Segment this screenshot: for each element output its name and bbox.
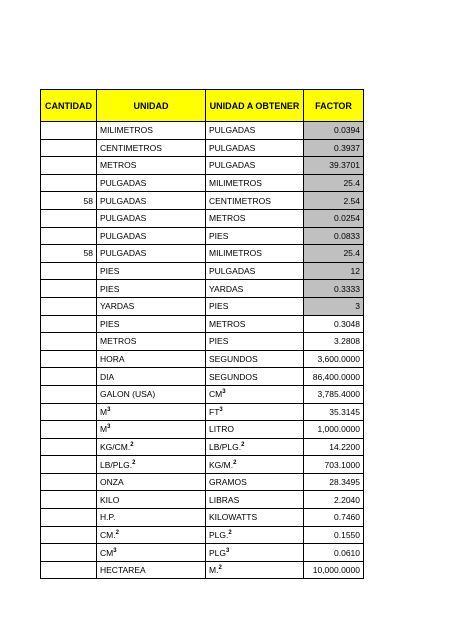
cell-factor[interactable] <box>304 209 364 227</box>
cell-unidad-a-obtener[interactable] <box>206 192 304 210</box>
cell-factor-text: 0.0254 <box>334 213 360 224</box>
cell-factor[interactable] <box>304 122 364 140</box>
conversion-table <box>40 89 364 579</box>
table-row <box>41 245 364 263</box>
cell-factor[interactable] <box>304 174 364 192</box>
cell-unidad-exponent: 2 <box>130 442 134 449</box>
cell-unidad-a-obtener[interactable] <box>206 491 304 509</box>
cell-cantidad[interactable] <box>41 473 97 491</box>
cell-factor-text: 1,000.0000 <box>317 424 360 435</box>
cell-cantidad[interactable] <box>41 227 97 245</box>
cell-factor-text: 10,000.0000 <box>312 565 360 576</box>
cell-unidad-a-obtener[interactable] <box>206 438 304 456</box>
table-row <box>41 227 364 245</box>
cell-factor-text: 35.3145 <box>329 406 360 417</box>
cell-unidad-text: PULGADAS <box>100 230 147 241</box>
cell-unidad-a-obtener-text: PIES <box>209 336 229 347</box>
cell-unidad-text: CENTIMETROS <box>100 142 162 153</box>
cell-cantidad[interactable] <box>41 245 97 263</box>
cell-unidad-a-obtener[interactable] <box>206 245 304 263</box>
cell-cantidad-text: 58 <box>83 195 93 206</box>
cell-unidad-text: H.P. <box>100 512 116 523</box>
cell-unidad-a-obtener-text: KILOWATTS <box>209 512 258 523</box>
table-row <box>41 544 364 562</box>
cell-unidad-text: GALON (USA) <box>100 389 156 400</box>
cell-unidad-a-obtener-text: LITRO <box>209 424 235 435</box>
cell-unidad-a-obtener-exponent: 2 <box>228 530 232 537</box>
cell-unidad[interactable] <box>97 209 206 227</box>
cell-unidad[interactable] <box>97 403 206 421</box>
cell-factor[interactable] <box>304 526 364 544</box>
cell-unidad-text: CM. <box>100 529 116 540</box>
cell-unidad[interactable] <box>97 262 206 280</box>
header-row <box>41 90 364 122</box>
table-row <box>41 174 364 192</box>
cell-cantidad[interactable] <box>41 368 97 386</box>
cell-factor-text: 3,785.4000 <box>317 389 360 400</box>
cell-factor-text: 14.2200 <box>329 441 360 452</box>
cell-factor[interactable] <box>304 280 364 298</box>
cell-factor-text: 28.3495 <box>329 477 360 488</box>
cell-factor-text: 703.1000 <box>324 459 360 470</box>
cell-unidad-text: CM <box>100 547 114 558</box>
cell-cantidad[interactable] <box>41 315 97 333</box>
cell-unidad-a-obtener[interactable] <box>206 509 304 527</box>
cell-factor[interactable] <box>304 438 364 456</box>
cell-factor[interactable] <box>304 297 364 315</box>
cell-unidad-a-obtener[interactable] <box>206 456 304 474</box>
cell-unidad-a-obtener[interactable] <box>206 473 304 491</box>
cell-unidad-text: ONZA <box>100 477 124 488</box>
cell-unidad-a-obtener-text: KG/M. <box>209 459 234 470</box>
table-row <box>41 438 364 456</box>
cell-factor[interactable] <box>304 509 364 527</box>
cell-unidad-text: METROS <box>100 336 137 347</box>
cell-cantidad[interactable] <box>41 262 97 280</box>
cell-unidad[interactable] <box>97 174 206 192</box>
cell-unidad-a-obtener[interactable] <box>206 315 304 333</box>
cell-cantidad[interactable] <box>41 350 97 368</box>
cell-unidad-a-obtener-exponent: 3 <box>219 406 223 413</box>
cell-unidad-a-obtener[interactable] <box>206 544 304 562</box>
cell-factor-text: 25.4 <box>343 178 360 189</box>
cell-factor-text: 0.0394 <box>334 125 360 136</box>
table-row <box>41 403 364 421</box>
cell-unidad[interactable] <box>97 139 206 157</box>
cell-cantidad[interactable] <box>41 509 97 527</box>
cell-unidad-text: KILO <box>100 494 120 505</box>
cell-unidad[interactable] <box>97 157 206 175</box>
cell-unidad[interactable] <box>97 526 206 544</box>
cell-unidad-a-obtener-exponent: 3 <box>226 547 230 554</box>
cell-factor-text: 0.3048 <box>334 318 360 329</box>
cell-unidad-a-obtener-text: MILIMETROS <box>209 248 262 259</box>
cell-unidad-text: PIES <box>100 283 120 294</box>
cell-unidad[interactable] <box>97 280 206 298</box>
cell-unidad-text: PULGADAS <box>100 213 147 224</box>
cell-cantidad[interactable] <box>41 209 97 227</box>
cell-unidad-a-obtener-exponent: 2 <box>241 442 245 449</box>
cell-unidad-a-obtener-text: PIES <box>209 301 229 312</box>
cell-cantidad[interactable] <box>41 174 97 192</box>
cell-unidad[interactable] <box>97 438 206 456</box>
cell-cantidad[interactable] <box>41 280 97 298</box>
cell-unidad-a-obtener[interactable] <box>206 157 304 175</box>
table-row <box>41 368 364 386</box>
cell-factor-text: 39.3701 <box>329 160 360 171</box>
cell-factor[interactable] <box>304 544 364 562</box>
cell-factor[interactable] <box>304 227 364 245</box>
table-row <box>41 209 364 227</box>
cell-factor-text: 86,400.0000 <box>312 371 360 382</box>
table-row <box>41 157 364 175</box>
table-row <box>41 350 364 368</box>
cell-factor[interactable] <box>304 139 364 157</box>
cell-unidad-exponent: 3 <box>107 424 111 431</box>
table-row <box>41 526 364 544</box>
cell-factor-text: 3 <box>355 301 360 312</box>
cell-factor-text: 2.54 <box>343 195 360 206</box>
cell-unidad-a-obtener[interactable] <box>206 209 304 227</box>
cell-unidad-exponent: 2 <box>115 530 119 537</box>
cell-unidad[interactable] <box>97 333 206 351</box>
header-unidad[interactable]: UNIDAD <box>97 90 206 122</box>
cell-factor[interactable] <box>304 421 364 439</box>
cell-unidad[interactable] <box>97 544 206 562</box>
cell-unidad[interactable] <box>97 315 206 333</box>
cell-cantidad[interactable] <box>41 297 97 315</box>
cell-unidad-a-obtener-text: PLG. <box>209 529 229 540</box>
cell-unidad-a-obtener[interactable] <box>206 122 304 140</box>
cell-factor-text: 0.7460 <box>334 512 360 523</box>
cell-factor[interactable] <box>304 333 364 351</box>
cell-unidad[interactable] <box>97 368 206 386</box>
cell-unidad-a-obtener-text: LB/PLG. <box>209 441 242 452</box>
cell-factor-text: 0.3333 <box>334 283 360 294</box>
cell-unidad-text: HECTAREA <box>100 565 146 576</box>
cell-factor[interactable] <box>304 561 364 579</box>
cell-unidad-exponent: 3 <box>107 406 111 413</box>
cell-factor[interactable] <box>304 473 364 491</box>
table-row <box>41 297 364 315</box>
cell-factor[interactable] <box>304 491 364 509</box>
cell-factor-text: 0.1550 <box>334 529 360 540</box>
header-factor[interactable]: FACTOR <box>304 90 364 122</box>
cell-unidad-text: PIES <box>100 266 120 277</box>
cell-unidad-a-obtener[interactable] <box>206 227 304 245</box>
table-row <box>41 192 364 210</box>
cell-factor[interactable] <box>304 368 364 386</box>
cell-unidad-a-obtener[interactable] <box>206 368 304 386</box>
cell-unidad-a-obtener-text: GRAMOS <box>209 477 247 488</box>
cell-cantidad[interactable] <box>41 157 97 175</box>
cell-unidad[interactable] <box>97 227 206 245</box>
cell-cantidad[interactable] <box>41 526 97 544</box>
cell-unidad-text: PULGADAS <box>100 195 147 206</box>
cell-unidad-a-obtener-text: MILIMETROS <box>209 178 262 189</box>
table-row <box>41 456 364 474</box>
table-row <box>41 122 364 140</box>
table-body <box>41 122 364 579</box>
cell-unidad-text: M <box>100 406 108 417</box>
cell-cantidad[interactable] <box>41 491 97 509</box>
cell-unidad-exponent: 3 <box>113 547 117 554</box>
cell-unidad-a-obtener[interactable] <box>206 403 304 421</box>
cell-unidad-a-obtener[interactable] <box>206 526 304 544</box>
cell-cantidad[interactable] <box>41 139 97 157</box>
cell-unidad-text: DIA <box>100 371 115 382</box>
cell-cantidad[interactable] <box>41 544 97 562</box>
cell-factor-text: 0.0610 <box>334 547 360 558</box>
cell-unidad-a-obtener-text: PULGADAS <box>209 266 256 277</box>
cell-unidad[interactable] <box>97 509 206 527</box>
table-row <box>41 491 364 509</box>
cell-unidad-a-obtener-text: YARDAS <box>209 283 244 294</box>
cell-unidad[interactable] <box>97 473 206 491</box>
cell-cantidad[interactable] <box>41 438 97 456</box>
cell-unidad-a-obtener-text: CM <box>209 389 223 400</box>
cell-unidad-text: MILIMETROS <box>100 125 153 136</box>
cell-cantidad[interactable] <box>41 456 97 474</box>
cell-unidad[interactable] <box>97 192 206 210</box>
cell-unidad[interactable] <box>97 385 206 403</box>
cell-unidad-a-obtener[interactable] <box>206 421 304 439</box>
cell-unidad-a-obtener-exponent: 2 <box>233 459 237 466</box>
cell-unidad-a-obtener[interactable] <box>206 350 304 368</box>
cell-unidad[interactable] <box>97 245 206 263</box>
cell-unidad-text: METROS <box>100 160 137 171</box>
cell-unidad[interactable] <box>97 491 206 509</box>
cell-unidad[interactable] <box>97 561 206 579</box>
table-row <box>41 139 364 157</box>
cell-unidad[interactable] <box>97 122 206 140</box>
cell-unidad-a-obtener-exponent: 3 <box>222 389 226 396</box>
cell-unidad-text: PULGADAS <box>100 178 147 189</box>
cell-cantidad[interactable] <box>41 403 97 421</box>
cell-cantidad[interactable] <box>41 385 97 403</box>
cell-unidad-a-obtener-text: METROS <box>209 318 246 329</box>
table-row <box>41 385 364 403</box>
cell-unidad-a-obtener-text: FT <box>209 406 220 417</box>
cell-cantidad[interactable] <box>41 122 97 140</box>
table-row <box>41 315 364 333</box>
cell-unidad-a-obtener[interactable] <box>206 561 304 579</box>
cell-unidad-a-obtener-text: PLG <box>209 547 227 558</box>
table-row <box>41 262 364 280</box>
cell-unidad-text: HORA <box>100 354 125 365</box>
cell-unidad-a-obtener-exponent: 2 <box>218 565 222 572</box>
cell-factor[interactable] <box>304 262 364 280</box>
cell-unidad-text: KG/CM. <box>100 441 131 452</box>
table-row <box>41 280 364 298</box>
cell-unidad-a-obtener[interactable] <box>206 297 304 315</box>
cell-unidad-a-obtener[interactable] <box>206 174 304 192</box>
header-unidad-a-obtener[interactable]: UNIDAD A OBTENER <box>206 90 304 122</box>
cell-factor[interactable] <box>304 456 364 474</box>
cell-unidad-a-obtener-text: CENTIMETROS <box>209 195 271 206</box>
cell-unidad-a-obtener[interactable] <box>206 280 304 298</box>
cell-unidad-a-obtener-text: METROS <box>209 213 246 224</box>
cell-unidad[interactable] <box>97 297 206 315</box>
table-row <box>41 421 364 439</box>
cell-unidad-a-obtener-text: PIES <box>209 230 229 241</box>
cell-cantidad-text: 58 <box>83 248 93 259</box>
cell-cantidad[interactable] <box>41 333 97 351</box>
cell-cantidad[interactable] <box>41 192 97 210</box>
cell-factor-text: 3.2808 <box>334 336 360 347</box>
cell-factor[interactable] <box>304 385 364 403</box>
cell-unidad[interactable] <box>97 456 206 474</box>
cell-unidad-a-obtener-text: SEGUNDOS <box>209 371 258 382</box>
cell-factor-text: 0.3937 <box>334 142 360 153</box>
table-row <box>41 509 364 527</box>
cell-unidad-exponent: 2 <box>132 459 136 466</box>
cell-cantidad[interactable] <box>41 561 97 579</box>
cell-unidad-text: PULGADAS <box>100 248 147 259</box>
cell-factor[interactable] <box>304 350 364 368</box>
cell-factor[interactable] <box>304 315 364 333</box>
cell-factor-text: 12 <box>350 266 360 277</box>
cell-cantidad[interactable] <box>41 421 97 439</box>
cell-unidad-a-obtener[interactable] <box>206 333 304 351</box>
cell-unidad[interactable] <box>97 421 206 439</box>
cell-unidad-a-obtener-text: M. <box>209 565 219 576</box>
cell-factor-text: 25.4 <box>343 248 360 259</box>
cell-factor-text: 0.0833 <box>334 230 360 241</box>
cell-unidad-a-obtener-text: LIBRAS <box>209 494 240 505</box>
cell-factor-text: 2.2040 <box>334 494 360 505</box>
cell-factor[interactable] <box>304 245 364 263</box>
cell-factor-text: 3,600.0000 <box>317 354 360 365</box>
cell-unidad-text: M <box>100 424 108 435</box>
cell-unidad[interactable] <box>97 350 206 368</box>
cell-unidad-a-obtener-text: PULGADAS <box>209 160 256 171</box>
cell-factor[interactable] <box>304 192 364 210</box>
header-cantidad[interactable]: CANTIDAD <box>41 90 97 122</box>
cell-unidad-a-obtener-text: SEGUNDOS <box>209 354 258 365</box>
cell-unidad-text: PIES <box>100 318 120 329</box>
table-row <box>41 561 364 579</box>
cell-unidad-text: LB/PLG. <box>100 459 133 470</box>
cell-unidad-a-obtener-text: PULGADAS <box>209 142 256 153</box>
cell-unidad-a-obtener-text: PULGADAS <box>209 125 256 136</box>
cell-unidad-a-obtener[interactable] <box>206 139 304 157</box>
cell-factor[interactable] <box>304 157 364 175</box>
cell-unidad-a-obtener[interactable] <box>206 262 304 280</box>
cell-factor[interactable] <box>304 403 364 421</box>
table-row <box>41 333 364 351</box>
cell-unidad-a-obtener[interactable] <box>206 385 304 403</box>
cell-unidad-text: YARDAS <box>100 301 135 312</box>
table-row <box>41 473 364 491</box>
